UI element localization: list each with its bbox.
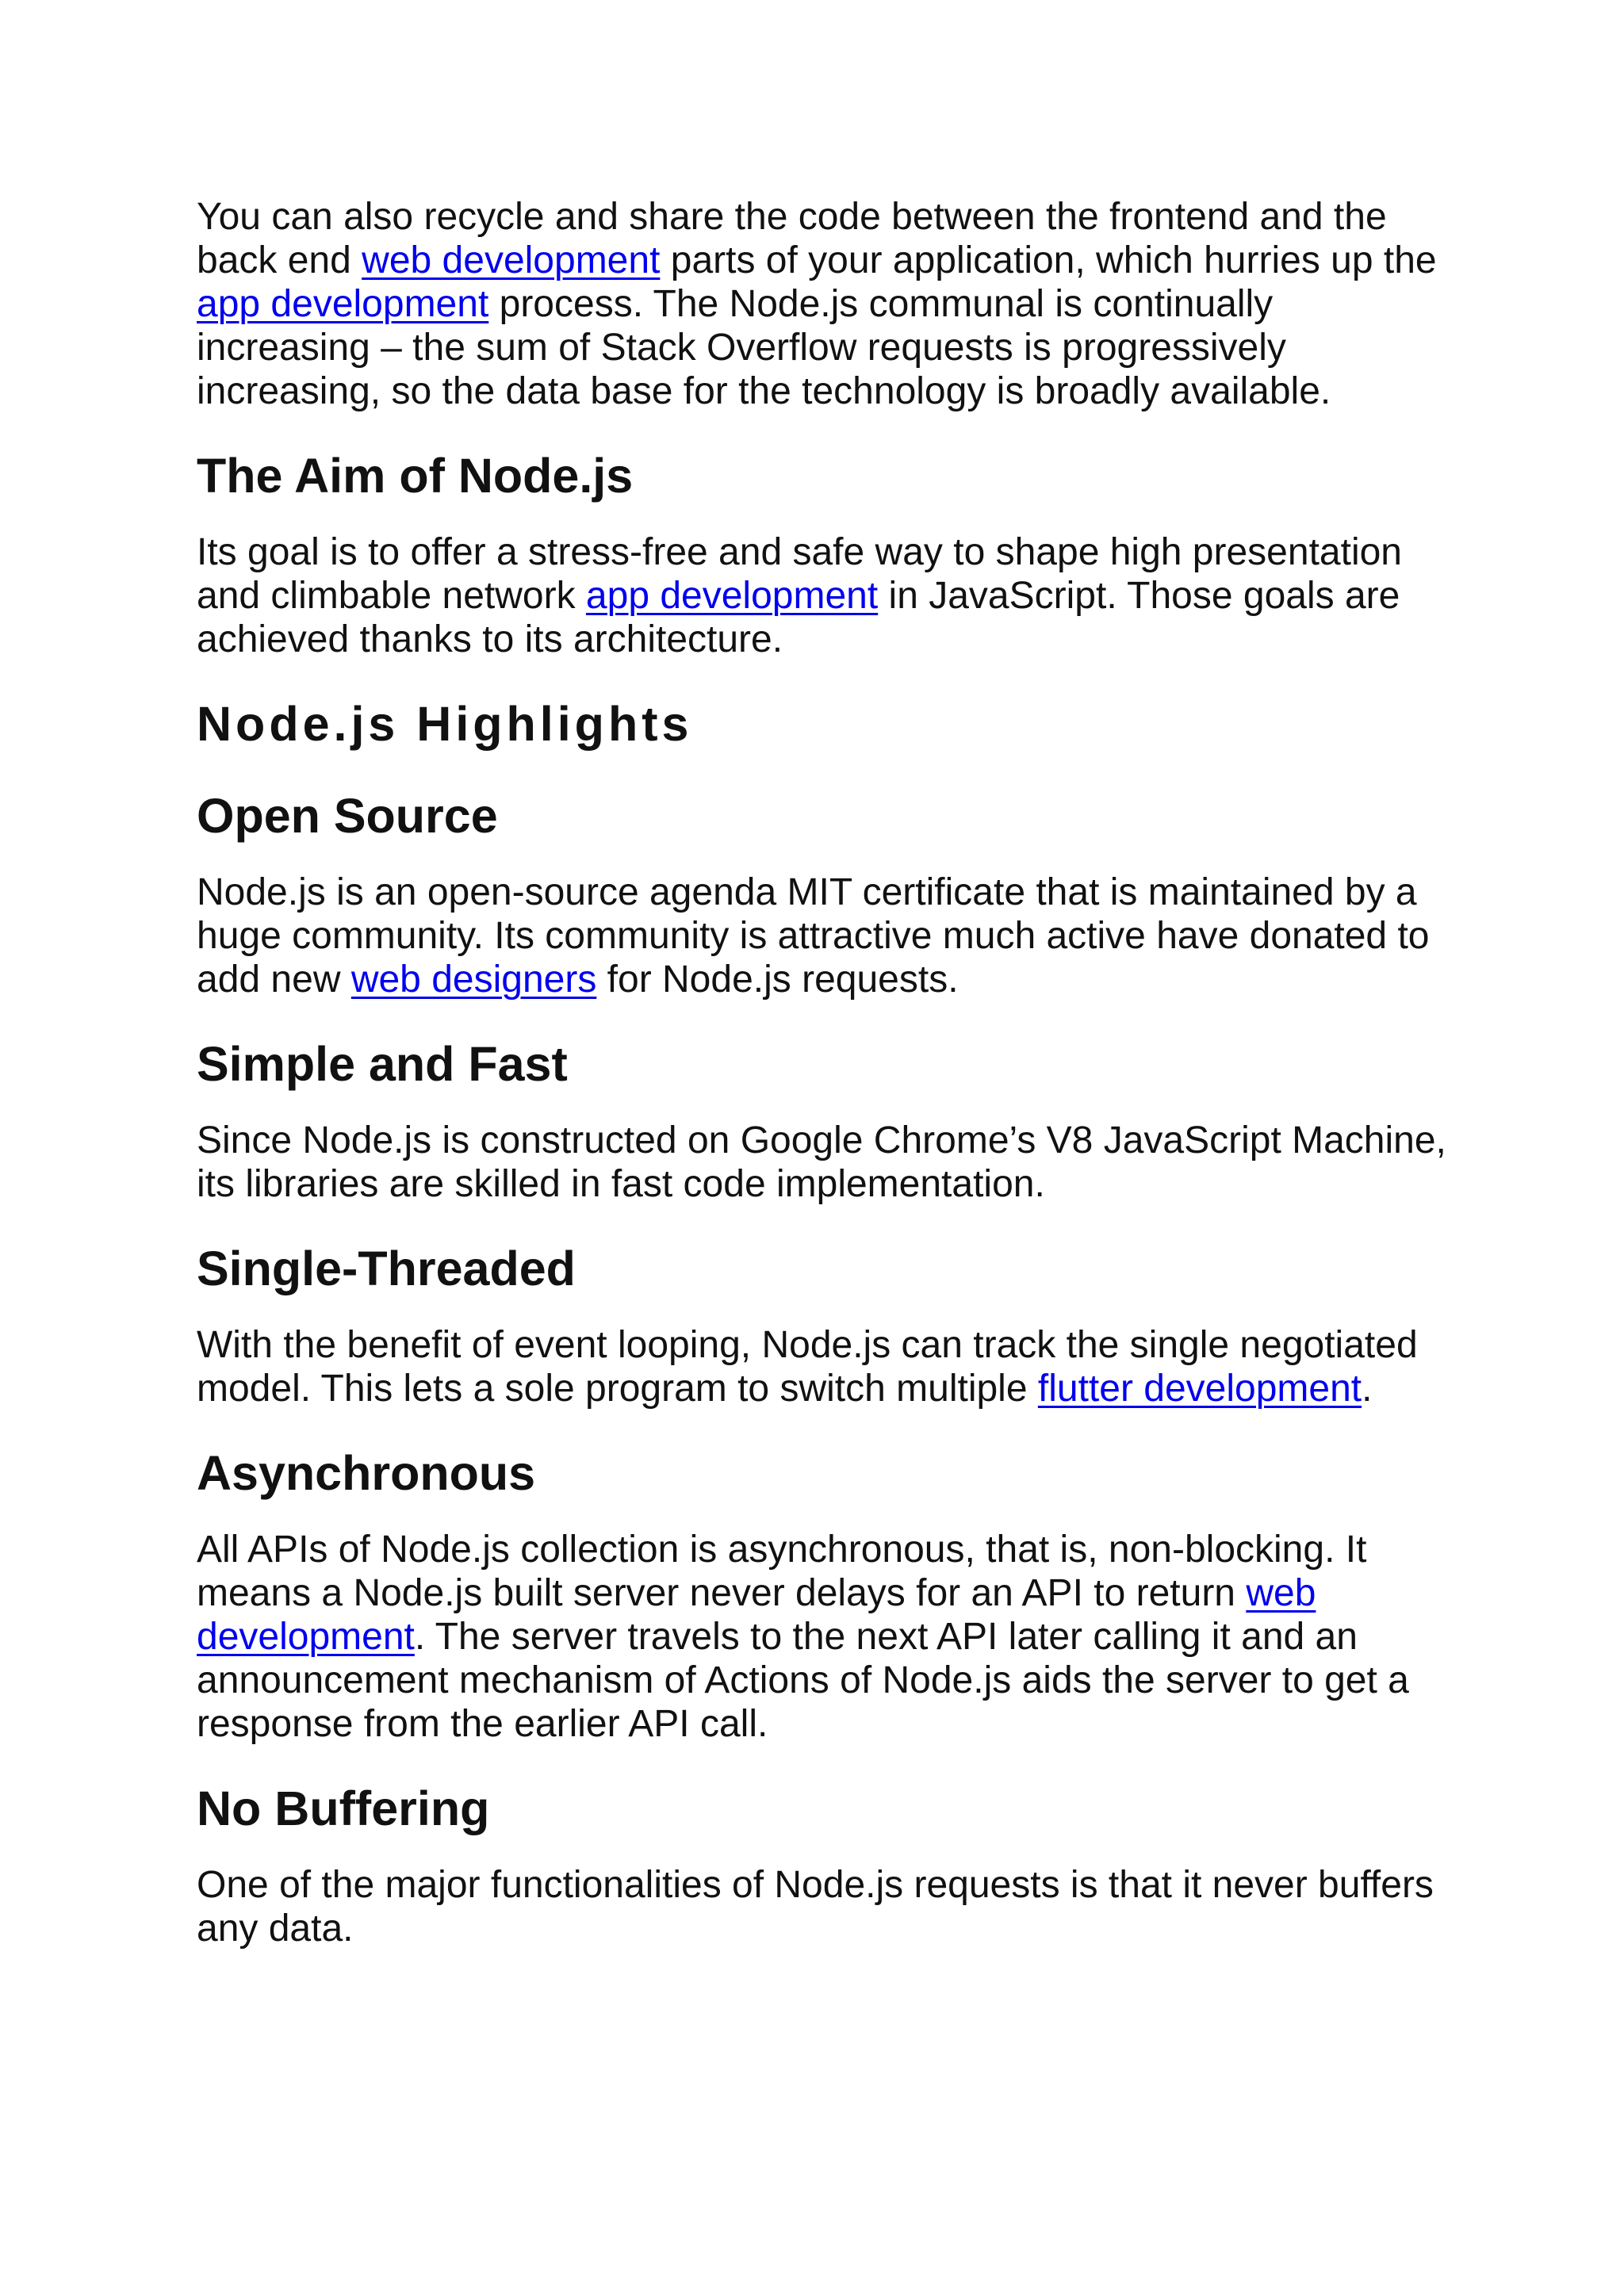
- asynchronous-paragraph: [197, 1528, 1450, 1746]
- simple-fast-paragraph: [197, 1119, 1450, 1206]
- open-source-heading: Open Source: [197, 789, 498, 843]
- simple-fast-text: Since Node.js is constructed on Google Chrome’s V8 JavaScript Machine, its libraries are skilled in fast code implementation.: [197, 1119, 1446, 1205]
- aim-heading: The Aim of Node.js: [197, 449, 634, 503]
- single-threaded-text-1: With the benefit of event looping, Node.js can track the single negotiated model. This lets a sole program to switch multiple: [197, 1324, 1418, 1410]
- simple-fast-heading: Simple and Fast: [197, 1037, 568, 1091]
- no-buffering-heading: No Buffering: [197, 1781, 490, 1835]
- no-buffering-paragraph: [197, 1863, 1450, 1950]
- web-designers-link[interactable]: web designers: [350, 959, 597, 1001]
- aim-text-2: in JavaScript. Those goals are achieved thanks to its architecture.: [197, 575, 1400, 660]
- single-threaded-text-2: .: [1362, 1368, 1373, 1410]
- intro-paragraph: [197, 195, 1450, 413]
- web-development-link[interactable]: web development: [362, 239, 661, 281]
- open-source-paragraph: [197, 871, 1450, 1001]
- web-development-link-2[interactable]: web development: [197, 1572, 1316, 1658]
- intro-text-1: You can also recycle and share the code between the frontend and the back end: [197, 196, 1387, 281]
- asynchronous-text-1: All APIs of Node.js collection is asynchronous, that is, non-blocking. It means a Node.js built server never delays for an API to return: [197, 1529, 1367, 1614]
- flutter-development-link[interactable]: flutter development: [1037, 1368, 1362, 1410]
- app-development-link[interactable]: app development: [197, 283, 489, 325]
- intro-text-3: process. The Node.js communal is continually increasing – the sum of Stack Overflow requests is progressively increasing, so the data base for the technology is broadly available.: [197, 283, 1331, 412]
- single-threaded-heading: Single-Threaded: [197, 1242, 576, 1295]
- open-source-text-2: for Node.js requests.: [596, 959, 959, 1001]
- asynchronous-text-2: . The server travels to the next API later calling it and an announcement mechanism of Actions of Node.js aids the server to get a response from the earlier API call.: [197, 1616, 1409, 1745]
- app-development-link-2[interactable]: app development: [585, 575, 879, 617]
- no-buffering-text: One of the major functionalities of Node.js requests is that it never buffers any data.: [197, 1864, 1434, 1950]
- document-page: [197, 195, 1450, 1950]
- aim-text-1: Its goal is to offer a stress-free and safe way to shape high presentation and climbable network: [197, 531, 1402, 617]
- intro-text-2: parts of your application, which hurries up the: [660, 239, 1437, 281]
- asynchronous-heading: Asynchronous: [197, 1446, 536, 1500]
- open-source-text-1: Node.js is an open-source agenda MIT certificate that is maintained by a huge community. Its community is attractive much active have donated to add new: [197, 871, 1430, 1001]
- single-threaded-paragraph: [197, 1323, 1450, 1410]
- aim-paragraph: [197, 530, 1450, 661]
- highlights-heading: Node.js Highlights: [197, 697, 693, 751]
